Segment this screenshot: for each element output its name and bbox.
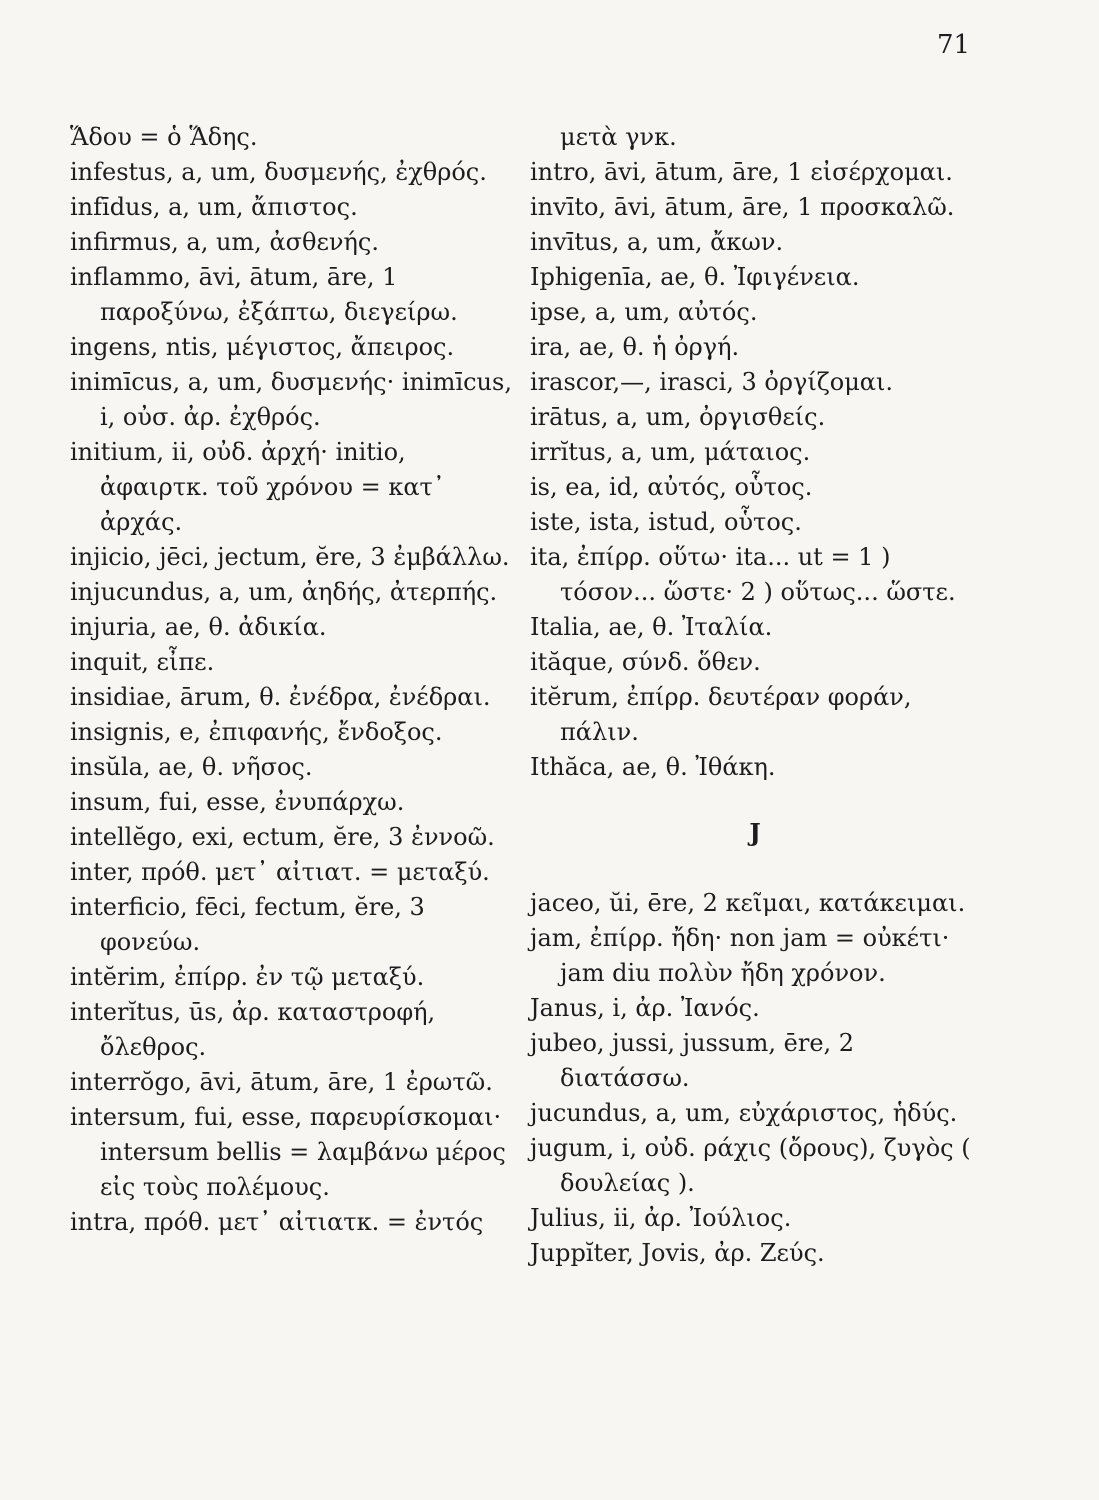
dictionary-entry: Julius, ii, ἀρ. Ἰούλιος. xyxy=(530,1204,792,1232)
dictionary-entry: insignis, e, ἐπιφανής, ἔνδοξος. xyxy=(70,718,443,746)
section-heading-j: J xyxy=(749,818,761,847)
dictionary-entry: initium, ii, οὐδ. ἀρχή· initio, ἀφαιρτκ. τοῦ χρόνου = κατ᾽ ἀρχάς. xyxy=(70,438,445,536)
dictionary-entry: ingens, ntis, μέγιστος, ἄπειρος. xyxy=(70,333,455,361)
dictionary-entry: invītus, a, um, ἄκων. xyxy=(530,228,784,256)
dictionary-entry: irrĭtus, a, um, μάταιος. xyxy=(530,438,811,466)
dictionary-entry: injuria, ae, θ. ἀδικία. xyxy=(70,613,327,641)
dictionary-entry: ipse, a, um, αὐτός. xyxy=(530,298,758,326)
dictionary-entry: interficio, fēci, fectum, ĕre, 3 φονεύω. xyxy=(70,893,425,956)
dictionary-entry: ităque, σύνδ. ὅθεν. xyxy=(530,648,761,676)
dictionary-entry: jubeo, jussi, jussum, ēre, 2 διατάσσω. xyxy=(530,1029,855,1092)
dictionary-entry: intellĕgo, exi, ectum, ĕre, 3 ἐννοῶ. xyxy=(70,823,495,851)
dictionary-entry: infestus, a, um, δυσμενής, ἐχθρός. xyxy=(70,158,487,186)
dictionary-entry: intersum, fui, esse, παρευρίσκομαι· intersum bellis = λαμβάνω μέρος εἰς τοὺς πολέμους. xyxy=(70,1103,506,1201)
continued-entry: μετὰ γνκ. xyxy=(560,123,677,151)
dictionary-entry: interrŏgo, āvi, ātum, āre, 1 ἐρωτῶ. xyxy=(70,1068,493,1096)
dictionary-entry: insidiae, ārum, θ. ἐνέδρα, ἐνέδραι. xyxy=(70,683,491,711)
dictionary-entry: irātus, a, um, ὀργισθείς. xyxy=(530,403,826,431)
dictionary-entry: inter, πρόθ. μετ᾽ αἰτιατ. = μεταξύ. xyxy=(70,858,490,886)
dictionary-entry: iste, ista, istud, οὗτος. xyxy=(530,508,802,536)
dictionary-entry: Janus, i, ἀρ. Ἰανός. xyxy=(530,994,760,1022)
dictionary-entry: irascor,—, irasci, 3 ὀργίζομαι. xyxy=(530,368,894,396)
dictionary-entry: jugum, i, οὐδ. ράχις (ὄρους), ζυγὸς ( δουλείας ). xyxy=(530,1134,971,1197)
dictionary-entry: intro, āvi, ātum, āre, 1 εἰσέρχομαι. xyxy=(530,158,953,186)
dictionary-entry: is, ea, id, αὐτός, οὗτος. xyxy=(530,473,813,501)
left-column xyxy=(70,120,520,1240)
dictionary-entry: itĕrum, ἐπίρρ. δευτέραν φοράν, πάλιν. xyxy=(530,683,912,746)
dictionary-entry: intra, πρόθ. μετ᾽ αἰτιατκ. = ἐντός xyxy=(70,1208,484,1236)
dictionary-entry: injucundus, a, um, ἀηδής, ἀτερπής. xyxy=(70,578,498,606)
dictionary-entry: intĕrim, ἐπίρρ. ἐν τῷ μεταξύ. xyxy=(70,963,425,991)
dictionary-entry: Ἅδου = ὁ Ἅδης. xyxy=(70,123,258,151)
dictionary-entry: Italia, ae, θ. Ἰταλία. xyxy=(530,613,773,641)
dictionary-entry: jaceo, ŭi, ēre, 2 κεῖμαι, κατάκειμαι. xyxy=(530,889,966,917)
dictionary-entry: ita, ἐπίρρ. οὕτω· ita... ut = 1 ) τόσον... ὥστε· 2 ) οὕτως... ὥστε. xyxy=(530,543,956,606)
dictionary-entry: ira, ae, θ. ἡ ὀργή. xyxy=(530,333,740,361)
dictionary-entry: infīdus, a, um, ἄπιστος. xyxy=(70,193,358,221)
dictionary-entry: Ithăca, ae, θ. Ἰθάκη. xyxy=(530,753,776,781)
dictionary-entry: Iphigenīa, ae, θ. Ἰφιγένεια. xyxy=(530,263,860,291)
dictionary-entry: jucundus, a, um, εὐχάριστος, ἡδύς. xyxy=(530,1099,958,1127)
dictionary-entry: infirmus, a, um, ἀσθενής. xyxy=(70,228,379,256)
dictionary-entry: inimīcus, a, um, δυσμενής· inimīcus, i, οὐσ. ἀρ. ἐχθρός. xyxy=(70,368,512,431)
dictionary-entry: insum, fui, esse, ἐνυπάρχω. xyxy=(70,788,405,816)
dictionary-entry: Juppĭter, Jovis, ἀρ. Ζεύς. xyxy=(530,1239,825,1267)
dictionary-entry: invīto, āvi, ātum, āre, 1 προσκαλῶ. xyxy=(530,193,955,221)
dictionary-entry: jam, ἐπίρρ. ἤδη· non jam = οὐκέτι· jam diu πολὺν ἤδη χρόνον. xyxy=(530,924,950,987)
dictionary-entry: insŭla, ae, θ. νῆσος. xyxy=(70,753,313,781)
dictionary-entry: inflammo, āvi, ātum, āre, 1 παροξύνω, ἐξάπτω, διεγείρω. xyxy=(70,263,458,326)
page-number: 71 xyxy=(937,30,971,60)
dictionary-entry: inquit, εἶπε. xyxy=(70,648,215,676)
right-column xyxy=(530,120,980,1271)
dictionary-entry: injicio, jēci, jectum, ĕre, 3 ἐμβάλλω. xyxy=(70,543,510,571)
dictionary-entry: interĭtus, ūs, ἀρ. καταστροφή, ὄλεθρος. xyxy=(70,998,436,1061)
